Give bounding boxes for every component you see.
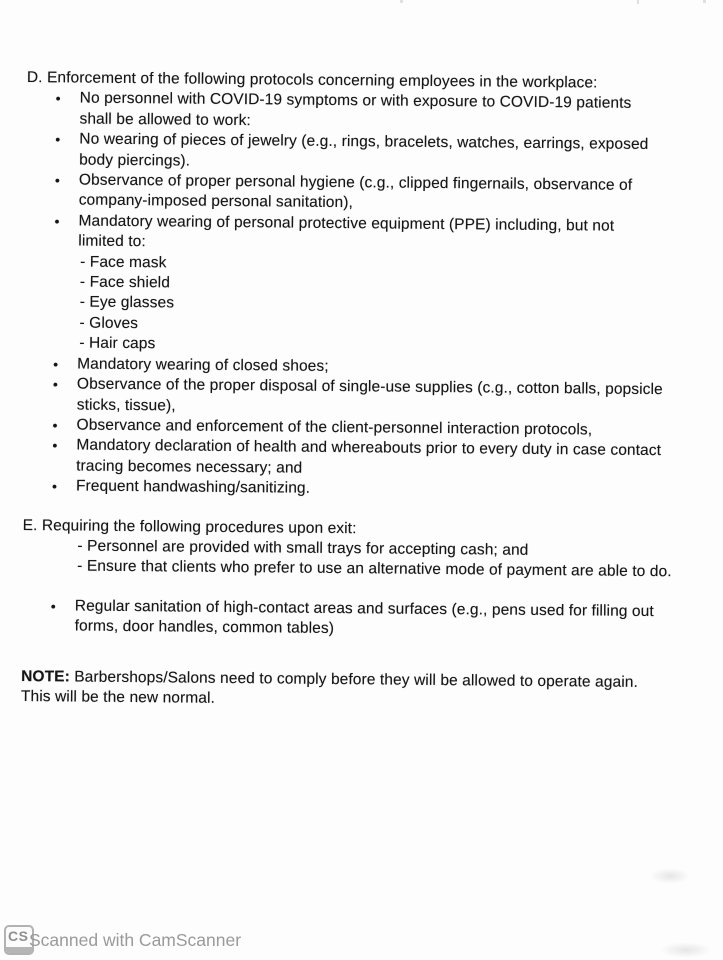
- bullet-text: [79, 130, 694, 177]
- bullet-icon: •: [55, 131, 61, 148]
- text-line: No wearing of pieces of jewelry (e.g., rings, bracelets, watches, earrings, exposed: [79, 130, 649, 154]
- sub-list-item: - Eye glasses: [79, 293, 175, 312]
- sub-list-item: - Ensure that clients who prefer to use an alternative mode of payment are able to do.: [77, 557, 672, 581]
- bullet-icon: •: [52, 437, 58, 454]
- bullet-icon: •: [54, 213, 60, 230]
- text-line: Observance of the proper disposal of single-use supplies (c.g., cotton balls, popsicle: [76, 375, 663, 399]
- scan-speck: [703, 0, 706, 3]
- text-line: sticks, tissue),: [76, 395, 176, 414]
- bullet-icon: •: [52, 417, 58, 434]
- bullet-text: [79, 89, 694, 136]
- bullet-item: [25, 211, 693, 258]
- bullet-item: [26, 129, 694, 176]
- bullet-text: [76, 436, 691, 483]
- sub-list-item: - Gloves: [79, 314, 139, 332]
- text-line: Frequent handwashing/sanitizing.: [75, 477, 311, 497]
- text-line: body piercings).: [79, 151, 191, 170]
- bullet-item: [26, 88, 694, 135]
- text-line: This will be the new normal.: [20, 687, 216, 707]
- text-line: forms, door handles, common tables): [74, 617, 335, 638]
- section-heading: E. Requiring the following procedures upon exit:: [22, 516, 357, 537]
- text-line: shall be allowed to work:: [79, 110, 251, 129]
- text-line: company-imposed personal sanitation),: [78, 191, 354, 212]
- sub-list-item: - Face mask: [80, 253, 167, 272]
- bullet-icon: •: [54, 172, 61, 189]
- bullet-text: [75, 596, 690, 643]
- note-label: NOTE:: [21, 667, 75, 686]
- text-line: No personnel with COVID-19 symptoms or with exposure to COVID-19 patients: [79, 89, 632, 113]
- scan-smudge: [650, 868, 690, 884]
- document-text-block: [21, 68, 695, 714]
- text-line: limited to:: [78, 232, 146, 251]
- bullet-text: [79, 171, 694, 218]
- text-line: tracing becomes necessary; and: [76, 457, 303, 477]
- text-line: Mandatory wearing of closed shoes;: [77, 355, 329, 375]
- camscanner-logo-letters: CS: [8, 928, 29, 944]
- camscanner-watermark: [4, 924, 264, 958]
- bullet-icon: •: [50, 598, 56, 615]
- watermark-label: Scanned with CamScanner: [29, 930, 242, 950]
- scan-speck: [637, 0, 639, 4]
- text-line: Observance of proper personal hygiene (c.g., clipped fingernails, observance of: [78, 171, 633, 194]
- bullet-item: [24, 374, 692, 421]
- sub-list-item: - Face shield: [79, 273, 171, 292]
- bullet-item: [26, 170, 694, 217]
- note-paragraph: [21, 667, 689, 714]
- sub-list-item: - Personnel are provided with small trays for accepting cash; and: [77, 537, 529, 559]
- text-line: Mandatory declaration of health and whereabouts prior to every duty in case contact: [76, 436, 662, 460]
- bullet-icon: •: [51, 478, 58, 495]
- bullet-text: [77, 375, 692, 422]
- scan-speck: [400, 0, 403, 3]
- sub-list-item: - Hair caps: [79, 334, 156, 353]
- text-line: Regular sanitation of high-contact areas and surfaces (e.g., pens used for filling out: [74, 597, 654, 620]
- scan-smudge: [660, 942, 712, 958]
- bullet-item: [23, 435, 691, 482]
- bullet-item: [22, 596, 690, 643]
- bullet-icon: •: [53, 355, 59, 373]
- section-heading: D. Enforcement of the following protocols concerning employees in the workplace:: [26, 68, 598, 92]
- bullet-icon: •: [55, 90, 61, 107]
- text-line: Mandatory wearing of personal protective equipment (PPE) including, but not: [78, 212, 615, 235]
- text-line: NOTE: Barbershops/Salons need to comply before they will be allowed to operate again.: [21, 667, 639, 691]
- bullet-text: [78, 211, 693, 258]
- bullet-icon: •: [52, 376, 59, 393]
- text-line: Observance and enforcement of the client-personnel interaction protocols,: [76, 416, 593, 439]
